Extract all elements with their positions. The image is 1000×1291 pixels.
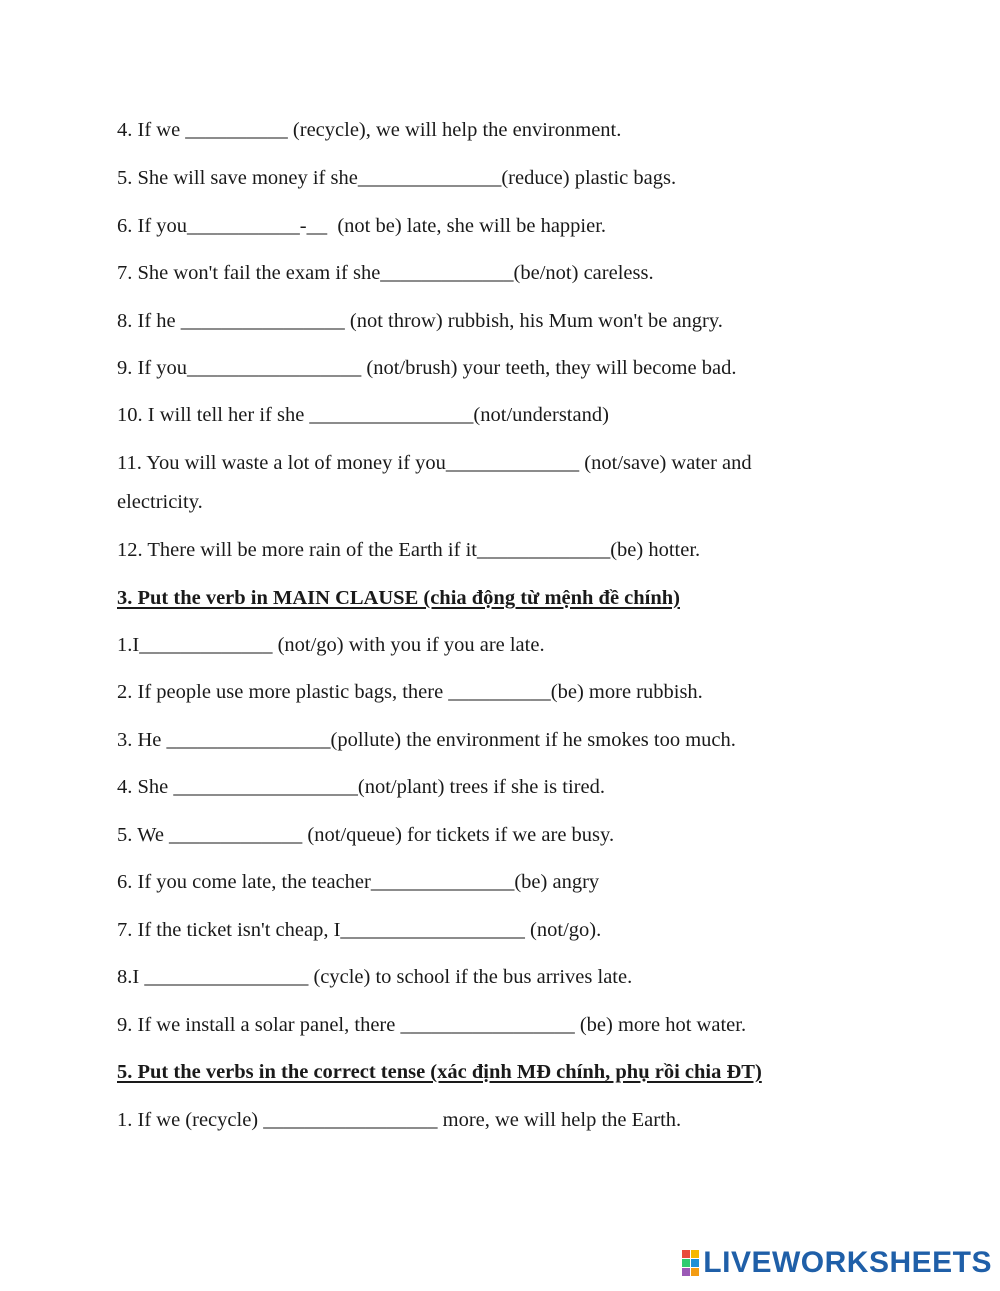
logo-text: LIVEWORKSHEETS — [703, 1246, 992, 1279]
exercise-item: 8.I ________________ (cycle) to school if the bus arrives late. — [117, 966, 633, 988]
exercise-item: 8. If he ________________ (not throw) rubbish, his Mum won't be angry. — [117, 310, 723, 332]
exercise-item: 4. If we __________ (recycle), we will help the environment. — [117, 119, 622, 141]
logo-square — [691, 1250, 699, 1258]
exercise-item: 6. If you come late, the teacher______________(be) angry — [117, 871, 600, 893]
exercise-item: 10. I will tell her if she ________________(not/understand) — [117, 404, 609, 426]
exercise-item: 5. She will save money if she______________(reduce) plastic bags. — [117, 167, 677, 189]
exercise-item: 1.I_____________ (not/go) with you if you are late. — [117, 634, 545, 656]
exercise-item: 7. If the ticket isn't cheap, I__________________ (not/go). — [117, 919, 602, 941]
section-heading: 5. Put the verbs in the correct tense (xác định MĐ chính, phụ rồi chia ĐT) — [117, 1061, 762, 1083]
exercise-item: 5. We _____________ (not/queue) for tickets if we are busy. — [117, 824, 615, 846]
liveworksheets-logo[interactable] — [682, 1243, 992, 1283]
exercise-item: 11. You will waste a lot of money if you_____________ (not/save) water and — [117, 452, 752, 474]
exercise-item: 6. If you___________-__ (not be) late, she will be happier. — [117, 215, 607, 237]
exercise-item: 4. She __________________(not/plant) trees if she is tired. — [117, 776, 605, 798]
liveworksheets-logo-icon — [682, 1250, 699, 1276]
logo-square — [691, 1268, 699, 1276]
exercise-item: 12. There will be more rain of the Earth if it_____________(be) hotter. — [117, 539, 701, 561]
exercise-item: 2. If people use more plastic bags, there __________(be) more rubbish. — [117, 681, 703, 703]
exercise-item: 9. If we install a solar panel, there _________________ (be) more hot water. — [117, 1014, 747, 1036]
exercise-item-continuation: electricity. — [117, 491, 203, 513]
section-heading: 3. Put the verb in MAIN CLAUSE (chia động từ mệnh đề chính) — [117, 587, 680, 609]
logo-square — [691, 1259, 699, 1267]
exercise-item: 7. She won't fail the exam if she_____________(be/not) careless. — [117, 262, 654, 284]
exercise-item: 1. If we (recycle) _________________ more, we will help the Earth. — [117, 1109, 682, 1131]
exercise-item: 9. If you_________________ (not/brush) your teeth, they will become bad. — [117, 357, 737, 379]
exercise-item: 3. He ________________(pollute) the environment if he smokes too much. — [117, 729, 736, 751]
logo-square — [682, 1268, 690, 1276]
logo-square — [682, 1259, 690, 1267]
logo-square — [682, 1250, 690, 1258]
